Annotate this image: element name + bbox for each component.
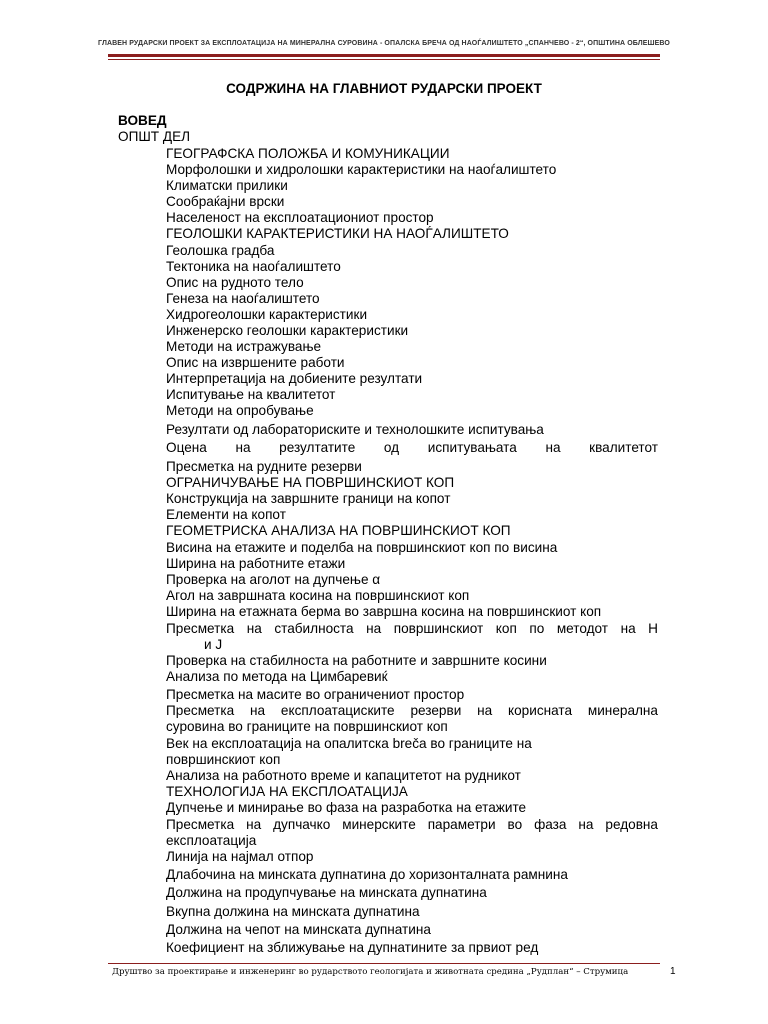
- toc-item: Вкупна должина на минската дупнатина: [166, 904, 420, 919]
- toc-item: Морфолошки и хидролошки карактеристики на наоѓалиштето: [166, 162, 557, 177]
- toc-item: Инженерско геолошки карактеристики: [166, 323, 409, 338]
- toc-item-continuation: површинскиот коп: [166, 752, 281, 767]
- toc-item: Конструкција на завршните граници на копот: [166, 491, 451, 506]
- toc-item: Пресметка на масите во ограничениот простор: [166, 687, 465, 702]
- toc-item: Геолошка градба: [166, 243, 275, 258]
- running-footer: Друштво за проектирање и инженеринг во рударството геологијата и животната средина „Рудплан“ – Струмица: [112, 967, 629, 977]
- toc-item: Анализа на работното време и капацитетот на рудникот: [166, 768, 521, 783]
- toc-item: Методи на опробување: [166, 403, 314, 418]
- toc-item: Методи на истражување: [166, 339, 322, 354]
- toc-item: ГЕОГРАФСКА ПОЛОЖБА И КОМУНИКАЦИИ: [166, 146, 450, 161]
- toc-item: Пресметка на дупчачко минерските параметри во фаза на редовна: [166, 817, 658, 832]
- toc-item: Елементи на копот: [166, 507, 286, 522]
- running-header: ГЛАВЕН РУДАРСКИ ПРОЕКТ ЗА ЕКСПЛОАТАЦИЈА НА МИНЕРАЛНА СУРОВИНА - ОПАЛСКА БРЕЧА ОД НАОЃАЛИШТЕТО „СПАНЧЕВО - 2“, ОПШТИНА ОБЛЕШЕВО: [98, 40, 670, 47]
- toc-item: Опис на извршените работи: [166, 355, 345, 370]
- toc-item: Интерпретација на добиените резултати: [166, 371, 423, 386]
- toc-item: Населеност на експлоатациониот простор: [166, 210, 434, 225]
- toc-item: Должина на продупчување на минската дупнатина: [166, 885, 487, 900]
- toc-item: Должина на чепот на минската дупнатина: [166, 922, 431, 937]
- toc-item-intro: ВОВЕД: [118, 113, 167, 128]
- toc-item: Длабочина на минската дупнатина до хоризонталната рамнина: [166, 867, 568, 882]
- toc-item: ТЕХНОЛОГИЈА НА ЕКСПЛОАТАЦИЈА: [166, 784, 408, 799]
- page-number: 1: [670, 966, 676, 977]
- toc-item: Коефициент на зближување на дупнатините за првиот ред: [166, 940, 539, 955]
- page-title: СОДРЖИНА НА ГЛАВНИОТ РУДАРСКИ ПРОЕКТ: [226, 81, 542, 96]
- toc-item: Сообраќајни врски: [166, 194, 285, 209]
- toc-item: Анализа по метода на Цимбаревиќ: [166, 669, 388, 684]
- toc-item-general: ОПШТ ДЕЛ: [118, 129, 191, 144]
- toc-item: Ширина на работните етажи: [166, 556, 346, 571]
- toc-item: Ширина на етажната берма во завршна косина на површинскиот коп: [166, 604, 602, 619]
- toc-item: ГЕОМЕТРИСКА АНАЛИЗА НА ПОВРШИНСКИОТ КОП: [166, 523, 511, 538]
- toc-item: Генеза на наоѓалиштето: [166, 291, 320, 306]
- toc-item: Проверка на аголот на дупчење α: [166, 572, 381, 587]
- toc-item: Пресметка на стабилноста на површинскиот коп по методот на Н: [166, 621, 658, 636]
- toc-item: Оцена на резултатите од испитувањата на квалитетот: [166, 440, 658, 455]
- toc-item: Опис на рудното тело: [166, 275, 304, 290]
- toc-item: Испитување на квалитетот: [166, 387, 336, 402]
- toc-item: Климатски прилики: [166, 178, 288, 193]
- toc-item: Линија на најмал отпор: [166, 849, 314, 864]
- toc-item: Проверка на стабилноста на работните и завршните косини: [166, 653, 547, 668]
- toc-item: Пресметка на рудните резерви: [166, 459, 362, 474]
- toc-item: ОГРАНИЧУВАЊЕ НА ПОВРШИНСКИОТ КОП: [166, 475, 455, 490]
- toc-item: Век на експлоатација на опалитска breča во границите на: [166, 736, 532, 751]
- toc-item: Пресметка на експлоатациските резерви на корисната минерална: [166, 703, 658, 718]
- toc-item: Тектоника на наоѓалиштето: [166, 259, 341, 274]
- toc-item: Резултати од лабораториските и технолошките испитувања: [166, 422, 544, 437]
- toc-item: Агол на завршната косина на површинскиот коп: [166, 588, 470, 603]
- toc-item: Висина на етажите и поделба на површинскиот коп по висина: [166, 540, 558, 555]
- toc-item-continuation: суровина во границите на површинскиот коп: [166, 719, 448, 734]
- toc-item: ГЕОЛОШКИ КАРАКТЕРИСТИКИ НА НАОЃАЛИШТЕТО: [166, 226, 509, 241]
- toc-item: Дупчење и минирање во фаза на разработка на етажите: [166, 800, 527, 815]
- toc-item-continuation: експлоатација: [166, 833, 257, 848]
- toc-item: Хидрогеолошки карактеристики: [166, 307, 368, 322]
- footer-rule: [108, 963, 660, 964]
- toc-item-continuation: и Ј: [204, 637, 223, 652]
